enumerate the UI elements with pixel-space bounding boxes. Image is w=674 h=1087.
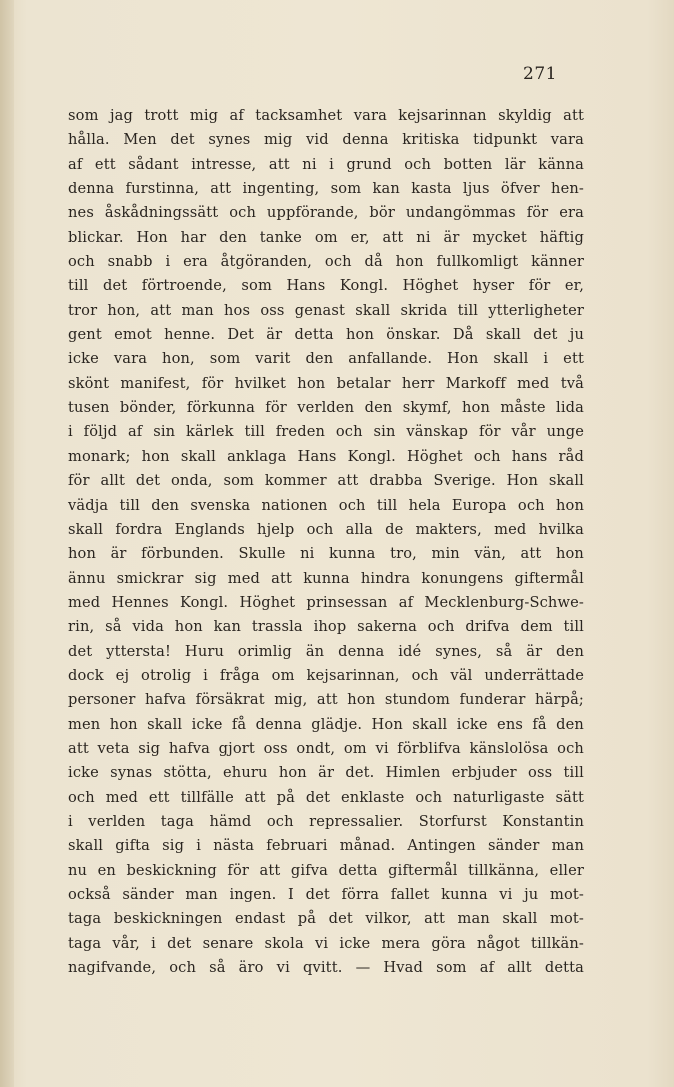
text-line: skönt manifest, för hvilket hon betalar herr Markoff med två xyxy=(68,374,584,392)
text-line: till det förtroende, som Hans Kongl. Höghet hyser för er, xyxy=(68,277,584,295)
text-line: skall fordra Englands hjelp och alla de makters, med hvilka xyxy=(68,520,584,538)
text-line: icke vara hon, som varit den anfallande. Hon skall i ett xyxy=(68,350,584,368)
page-number: 271 xyxy=(523,64,557,84)
text-line: taga vår, i det senare skola vi icke mera göra något tillkän- xyxy=(68,934,584,952)
text-line: nagifvande, och så äro vi qvitt. — Hvad som af allt detta xyxy=(68,959,584,977)
text-line: och snabb i era åtgöranden, och då hon fullkomligt känner xyxy=(68,253,584,271)
text-line: också sänder man ingen. I det förra fallet kunna vi ju mot- xyxy=(68,886,584,903)
text-line: ännu smickrar sig med att kunna hindra konungens giftermål xyxy=(68,569,584,587)
text-line: blickar. Hon har den tanke om er, att ni är mycket häftig xyxy=(68,228,584,246)
text-line: men hon skall icke få denna glädje. Hon skall icke ens få den xyxy=(68,715,584,733)
text-line: rin, så vida hon kan trassla ihop sakerna och drifva dem till xyxy=(68,618,584,636)
text-line: och med ett tillfälle att på det enklaste och naturligaste sätt xyxy=(68,788,584,806)
text-line: i följd af sin kärlek till freden och sin vänskap för vår unge xyxy=(68,423,584,441)
text-line: icke synas stötta, ehuru hon är det. Himlen erbjuder oss till xyxy=(68,764,584,782)
text-line: nes åskådningssätt och uppförande, bör undangömmas för era xyxy=(68,204,584,222)
text-line: personer hafva försäkrat mig, att hon stundom funderar härpå; xyxy=(68,691,584,709)
page-gutter xyxy=(0,0,14,1087)
text-line: tusen bönder, förkunna för verlden den skymf, hon måste lida xyxy=(68,399,584,417)
text-line: det yttersta! Huru orimlig än denna idé synes, så är den xyxy=(68,642,584,660)
text-line: hålla. Men det synes mig vid denna kritiska tidpunkt vara xyxy=(68,131,584,149)
text-line: tror hon, att man hos oss genast skall skrida till ytterligheter xyxy=(68,301,584,319)
text-line: vädja till den svenska nationen och till hela Europa och hon xyxy=(68,496,584,514)
text-line: att veta sig hafva gjort oss ondt, om vi förblifva känslolösa och xyxy=(68,739,584,757)
text-line: af ett sådant intresse, att ni i grund och botten lär känna xyxy=(68,155,584,173)
text-line: taga beskickningen endast på det vilkor, att man skall mot- xyxy=(68,910,584,928)
text-line: dock ej otrolig i fråga om kejsarinnan, och väl underrättade xyxy=(68,666,584,684)
text-line: nu en beskickning för att gifva detta giftermål tillkänna, eller xyxy=(68,861,584,879)
text-line: hon är förbunden. Skulle ni kunna tro, min vän, att hon xyxy=(68,545,584,563)
body-text xyxy=(68,104,584,980)
text-line: i verlden taga hämd och repressalier. Storfurst Konstantin xyxy=(68,812,584,830)
text-line: för allt det onda, som kommer att drabba Sverige. Hon skall xyxy=(68,472,584,490)
text-line: med Hennes Kongl. Höghet prinsessan af Mecklenburg-Schwe- xyxy=(68,593,584,611)
text-line: skall gifta sig i nästa februari månad. Antingen sänder man xyxy=(68,837,584,855)
text-line: monark; hon skall anklaga Hans Kongl. Höghet och hans råd xyxy=(68,447,584,465)
text-line: gent emot henne. Det är detta hon önskar. Då skall det ju xyxy=(68,326,584,344)
text-line: som jag trott mig af tacksamhet vara kejsarinnan skyldig att xyxy=(68,107,584,124)
text-line: denna furstinna, att ingenting, som kan kasta ljus öfver hen- xyxy=(68,180,584,198)
